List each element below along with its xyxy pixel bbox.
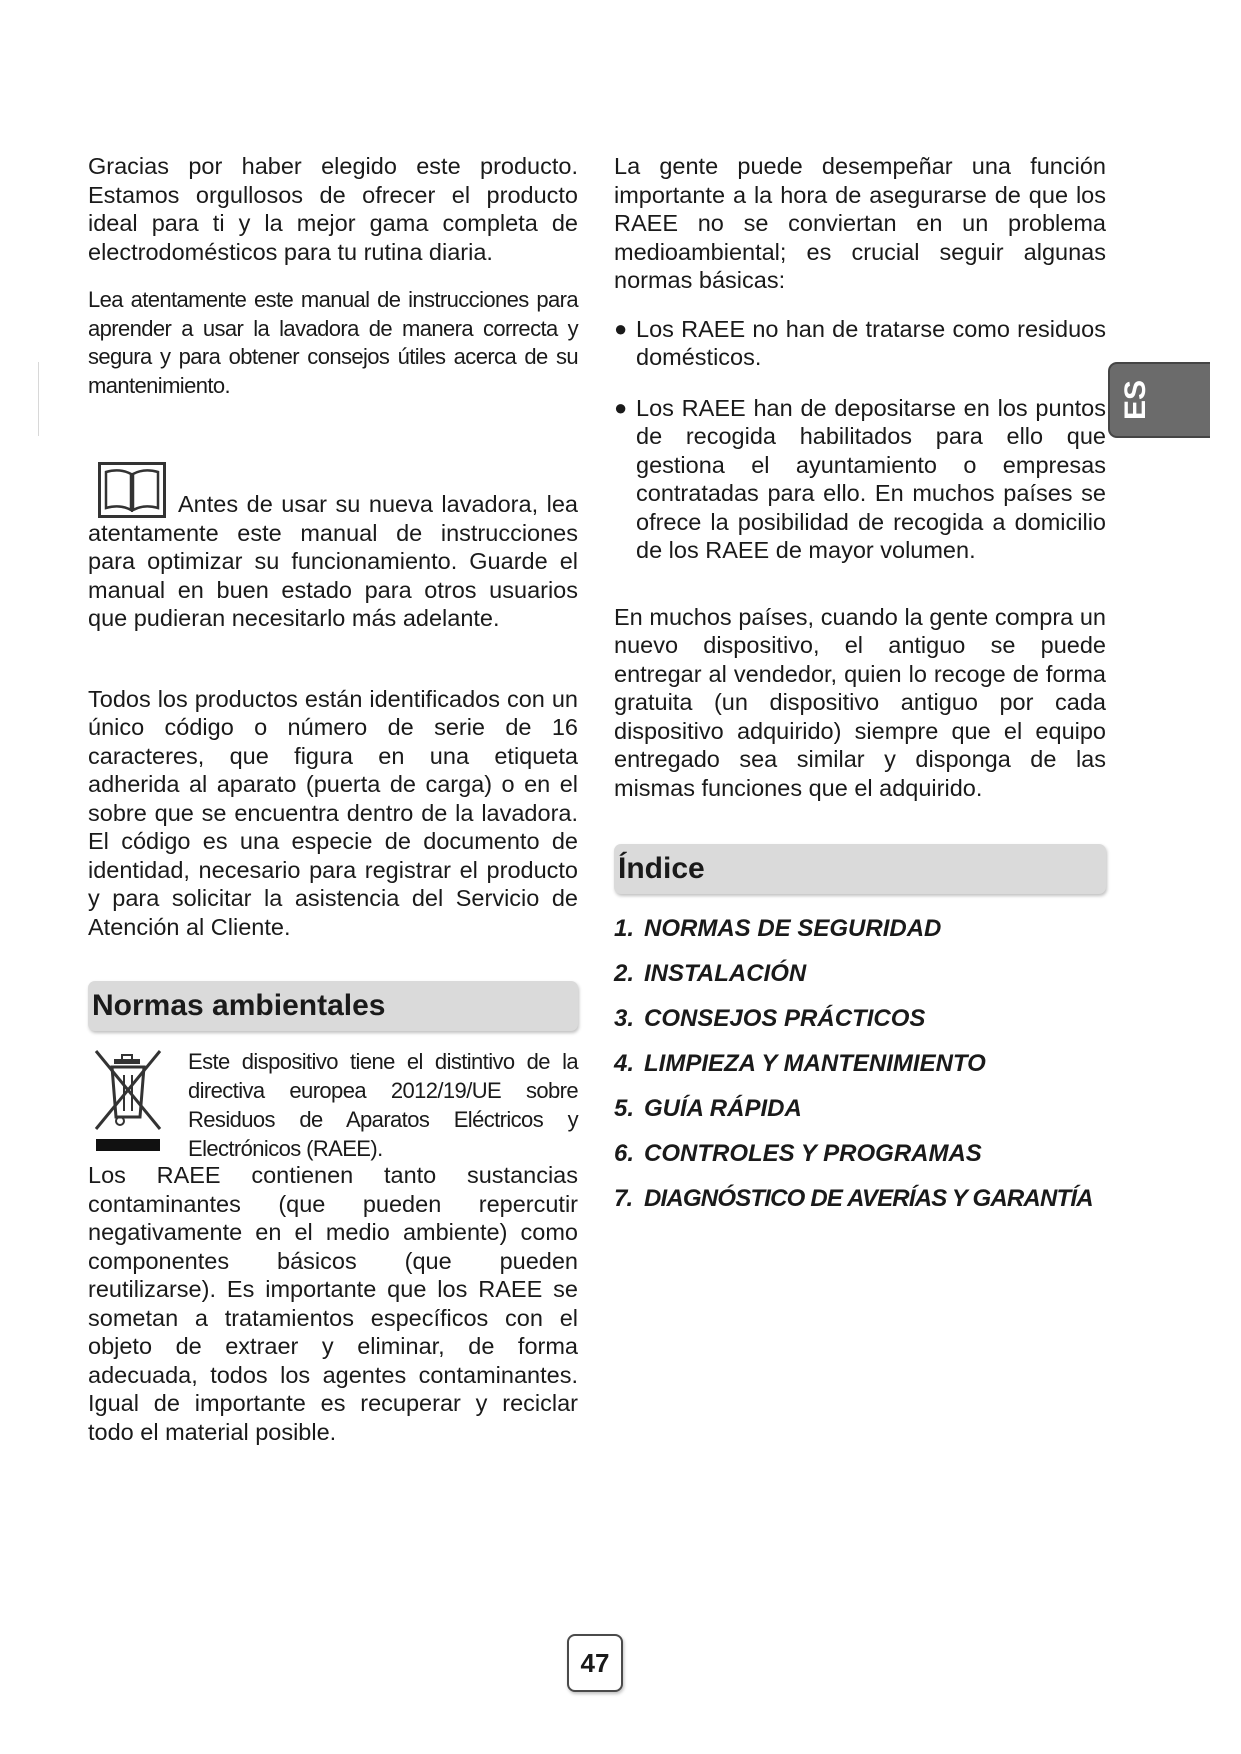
left-column [88,152,578,1446]
index-section-heading [614,844,1106,894]
toc-item[interactable]: 3. CONSEJOS PRÁCTICOS [614,1005,926,1032]
crossed-bin-icon [88,1047,168,1153]
read-manual-paragraph: Lea atentamente este manual de instrucciones para aprender a usar la lavadora de manera correcta y segura y para obtener consejos útiles acerca de su mantenimiento. [88,287,578,398]
language-tab [1108,362,1210,438]
bullet-dot: ● [614,394,628,420]
bullet-dot: ● [614,315,628,341]
role-paragraph: La gente puede desempeñar una función importante a la hora de asegurarse de que los RAEE no se conviertan en un problema medioambiental; es crucial seguir algunas normas básicas: [614,153,1106,293]
toc-item[interactable]: 2. INSTALACIÓN [614,960,807,987]
toc-item[interactable]: 5. GUÍA RÁPIDA [614,1095,802,1122]
toc-item[interactable]: 1. NORMAS DE SEGURIDAD [614,915,942,942]
table-of-contents [614,906,1106,1221]
weee-notice [88,1047,578,1163]
bullet-text: Los RAEE han de depositarse en los puntos de recogida habilitados para ello que gestiona el ayuntamiento o empresas contratadas para ello. En muchos países se ofrece la posibilidad de recogida a domicilio de los RAEE de mayor volumen. [636,394,1106,563]
weee-body-paragraph: Los RAEE contienen tanto sustancias contaminantes (que pueden repercutir negativamente en el medio ambiente) como componentes básicos (que pueden reutilizarse). Es importante que los RAEE se sometan a tratamientos específicos con el objeto de extraer y eliminar, de forma adecuada, todos los agentes contaminantes. Igual de importante es recuperar y reciclar todo el material posible. [88,1162,578,1445]
bullet-text: Los RAEE no han de tratarse como residuos domésticos. [636,315,1106,370]
page-number: 47 [567,1634,623,1692]
return-old-paragraph: En muchos países, cuando la gente compra un nuevo dispositivo, el antiguo se puede entregar al vendedor, quien lo recoge de forma gratuita (un dispositivo antiguo por cada dispositivo adquirido) siempre que el equipo entregado sea similar y disponga de las mismas funciones que el adquirido. [614,603,1106,801]
intro-paragraph: Gracias por haber elegido este producto. Estamos orgullosos de ofrecer el producto ideal para ti y la mejor gama completa de electrodomésticos para tu rutina diaria. [88,153,578,265]
serial-paragraph: Todos los productos están identificados con un único código o número de serie de 16 caracteres, que figura en una etiqueta adherida al aparato (puerta de carga) o en el sobre que se encuentra dentro de la lavadora. El código es una especie de documento de identidad, necesario para registrar el producto y para solicitar la asistencia del Servicio de Atención al Cliente. [88,685,578,940]
language-tab-label: ES [1119,379,1152,421]
toc-item[interactable]: 4. LIMPIEZA Y MANTENIMIENTO [614,1050,986,1077]
manual-book-icon [98,462,166,518]
before-use-paragraph: Antes de usar su nueva lavadora, lea atentamente este manual de instrucciones para optimizar su funcionamiento. Guarde el manual en buen estado para otros usuarios que pudieran necesitarlo más adelante. [88,491,578,631]
index-heading-text: Índice [618,852,705,885]
toc-item[interactable]: 7. DIAGNÓSTICO DE AVERÍAS Y GARANTÍA [614,1185,1093,1212]
bullet-item [614,315,1106,372]
toc-item[interactable]: 6. CONTROLES Y PROGRAMAS [614,1140,982,1167]
right-column [614,152,1106,1221]
weee-notice-text: Este dispositivo tiene el distintivo de la directiva europea 2012/19/UE sobre Residuos de Aparatos Eléctricos y Electrónicos (RAEE). [188,1049,578,1161]
bullet-item [614,394,1106,565]
env-section-heading [88,981,578,1031]
scan-edge-line [38,362,39,436]
env-heading-text: Normas ambientales [92,989,386,1022]
